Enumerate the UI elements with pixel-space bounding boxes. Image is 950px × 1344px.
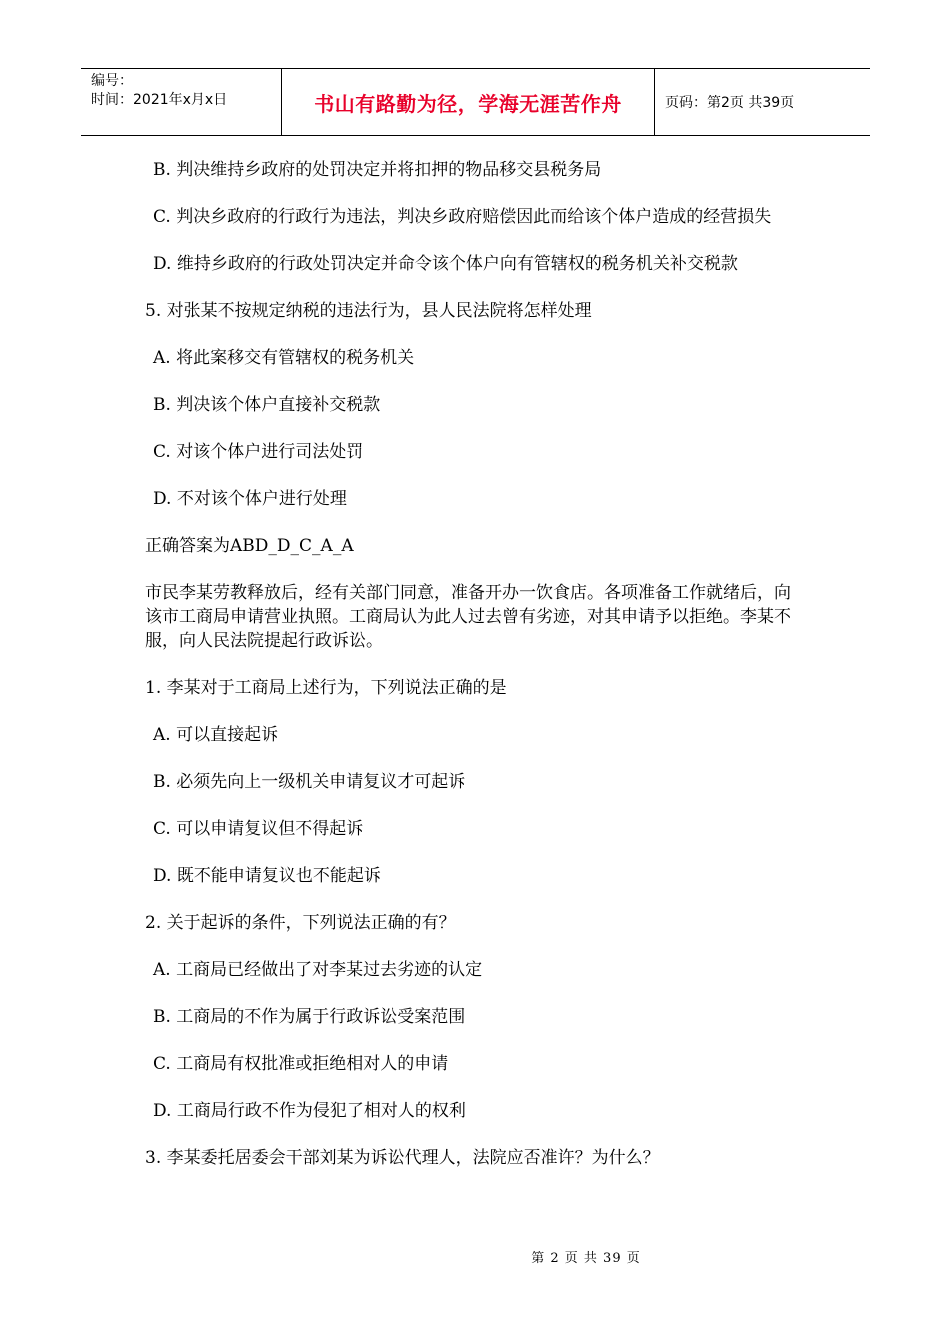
answer-option: C. 工商局有权批准或拒绝相对人的申请 [153, 1054, 449, 1074]
answer-option: B. 判决维持乡政府的处罚决定并将扣押的物品移交县税务局 [153, 160, 602, 180]
document-body [145, 158, 805, 1193]
answer-option: A. 将此案移交有管辖权的税务机关 [153, 348, 415, 368]
answer-option: C. 可以申请复议但不得起诉 [153, 819, 364, 839]
question-text: 市民李某劳教释放后，经有关部门同意，准备开办一饮食店。各项准备工作就绪后，向该市工商局申请营业执照。工商局认为此人过去曾有劣迹，对其申请予以拒绝。李某不服，向人民法院提起行政诉讼。 [145, 583, 791, 651]
header-meta [81, 69, 282, 135]
time-label: 时间：2021年x月x日 [91, 92, 228, 108]
question-text: 3. 李某委托居委会干部刘某为诉讼代理人，法院应否准许？为什么？ [145, 1148, 660, 1168]
answer-option: C. 判决乡政府的行政行为违法，判决乡政府赔偿因此而给该个体户造成的经营损失 [153, 207, 772, 227]
answer-option: D. 既不能申请复议也不能起诉 [153, 866, 381, 886]
code-label: 编号： [91, 73, 133, 89]
page-header [81, 68, 870, 136]
question-text: 5. 对张某不按规定纳税的违法行为，县人民法院将怎样处理 [145, 301, 592, 321]
header-motto: 书山有路勤为径，学海无涯苦作舟 [282, 69, 655, 135]
question-text: 1. 李某对于工商局上述行为，下列说法正确的是 [145, 678, 507, 698]
answer-option: D. 工商局行政不作为侵犯了相对人的权利 [153, 1101, 466, 1121]
page-footer: 第 2 页 共 39 页 [531, 1251, 641, 1266]
question-text: 正确答案为ABD_D_C_A_A [145, 536, 354, 556]
question-text: 2. 关于起诉的条件，下列说法正确的有？ [145, 913, 456, 933]
answer-option: D. 不对该个体户进行处理 [153, 489, 347, 509]
answer-option: B. 必须先向上一级机关申请复议才可起诉 [153, 772, 466, 792]
header-page-info: 页码：第2页 共39页 [665, 95, 795, 111]
answer-option: C. 对该个体户进行司法处罚 [153, 442, 364, 462]
answer-option: B. 工商局的不作为属于行政诉讼受案范围 [153, 1007, 466, 1027]
answer-option: B. 判决该个体户直接补交税款 [153, 395, 381, 415]
answer-option: A. 工商局已经做出了对李某过去劣迹的认定 [153, 960, 483, 980]
answer-option: A. 可以直接起诉 [153, 725, 279, 745]
answer-option: D. 维持乡政府的行政处罚决定并命令该个体户向有管辖权的税务机关补交税款 [153, 254, 738, 274]
